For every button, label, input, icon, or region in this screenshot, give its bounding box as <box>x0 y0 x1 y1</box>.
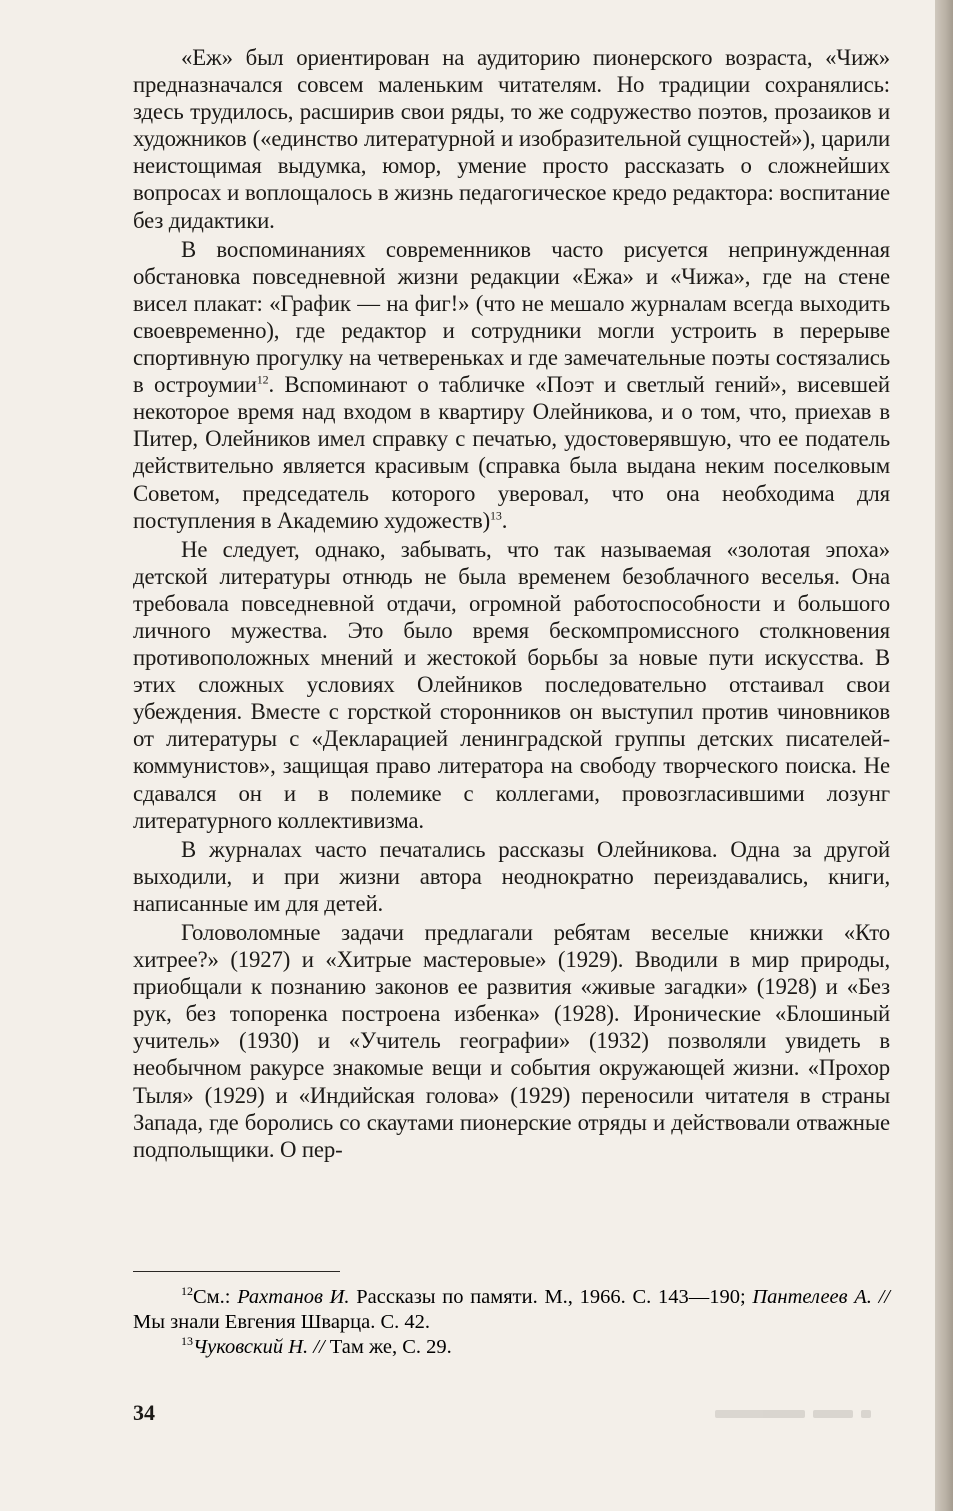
paragraph-1: «Еж» был ориентирован на аудиторию пионерского возраста, «Чиж» предназначался совсем маленьким читателям. Но традиции сохранялись: здесь трудилось, расширив свои ряды, то же содружество поэтов, прозаиков и художников («единство литературной и изобразительной сущностей»), царили неистощимая выдумка, юмор, умение просто рассказать о сложнейших вопросах и воплощалось в жизнь педагогическое кредо редактора: воспитание без дидактики. <box>133 45 890 233</box>
paragraph-4: В журналах часто печатались рассказы Олейникова. Одна за другой выходили, и при жизни автора неоднократно переиздавались, книги, написанные им для детей. <box>133 836 890 916</box>
footnote-13 <box>133 1335 890 1360</box>
footnote-13-mark: 13 <box>181 1334 193 1349</box>
footnote-12-author-1: Рахтанов И. <box>237 1286 350 1308</box>
reverse-side-bleed <box>715 1405 885 1419</box>
paragraph-2-tail: . Вспоминают о табличке «Поэт и светлый гений», висевшей некоторое время над входом в квартиру Олейникова, и о том, что, приехав в Питер, Олейников имел справку с печатью, удостоверявшую, что ее податель действительно является красивым (справка была выдана неким поселковым Советом, председатель которого уверовал, что она необходима для поступления в Академию художеств) <box>133 372 890 533</box>
footnote-ref-13: 13 <box>490 508 502 522</box>
footnote-12-author-2: Пантелеев А. // <box>752 1286 890 1308</box>
footnote-ref-12: 12 <box>256 372 269 387</box>
footnote-12 <box>133 1285 890 1335</box>
footnote-13-post: Там же, С. 29. <box>324 1336 452 1358</box>
footnote-12-mid: Рассказы по памяти. М., 1966. С. 143—190; <box>349 1286 753 1308</box>
footnote-13-author: Чуковский Н. // <box>193 1336 325 1358</box>
paragraph-2-text: В воспоминаниях современников часто рисуется непринужденная обстановка повседневной жизни редакции «Ежа» и «Чижа», где на стене висел плакат: «График — на фиг!» (что не мешало журналам всегда выходить своевременно), где редактор и сотрудники могли устроить в перерыве спортивную прогулку на четвереньках и где замечательные поэты состязались в остроумии <box>133 236 890 398</box>
paragraph-3: Не следует, однако, забывать, что так называемая «золотая эпоха» детской литературы отнюдь не была временем безоблачного веселья. Она требовала повседневной отдачи, огромной работоспособности и большого личного мужества. Это было время бескомпромиссного столкновения противоположных мнений и жестокой борьбы за новые пути искусства. В этих сложных условиях Олейников последовательно отстаивал свои убеждения. Вместе с горсткой сторонников он выступил против чиновников от литературы с «Декларацией ленинградской группы детских писателей-коммунистов», защищая право литератора на свободу творческого поиска. Не сдавался он и в полемике с коллегами, провозгласившими лозунг литературного коллективизма. <box>133 536 890 833</box>
footnote-12-pre: См.: <box>193 1286 238 1308</box>
page-number: 34 <box>133 1400 155 1425</box>
paragraph-2 <box>133 236 890 534</box>
paragraph-2-end: . <box>501 507 508 533</box>
footnote-12-post: Мы знали Евгения Шварца. С. 42. <box>133 1311 431 1333</box>
paragraph-5: Головоломные задачи предлагали ребятам веселые книжки «Кто хитрее?» (1927) и «Хитрые мастеровые» (1929). Вводили в мир природы, приобщали к познанию законов ее развития «живые загадки» (1928) и «Без рук, без топоренка построена избенка» (1928). Иронические «Блошиный учитель» (1930) и «Учитель географии» (1932) позволяли увидеть в необычном ракурсе знакомые вещи и события окружающей жизни. «Прохор Тыля» (1929) и «Индийская голова» (1929) переносили читателя в страны Запада, где боролись со скаутами пионерские отряды и действовали отважные подполыщики. О пер- <box>133 920 890 1162</box>
footnote-12-mark: 12 <box>181 1284 193 1299</box>
page-edge-shadow <box>935 0 953 1511</box>
footnotes <box>133 1285 890 1360</box>
footnote-rule <box>133 1271 340 1272</box>
main-text <box>133 44 890 1163</box>
